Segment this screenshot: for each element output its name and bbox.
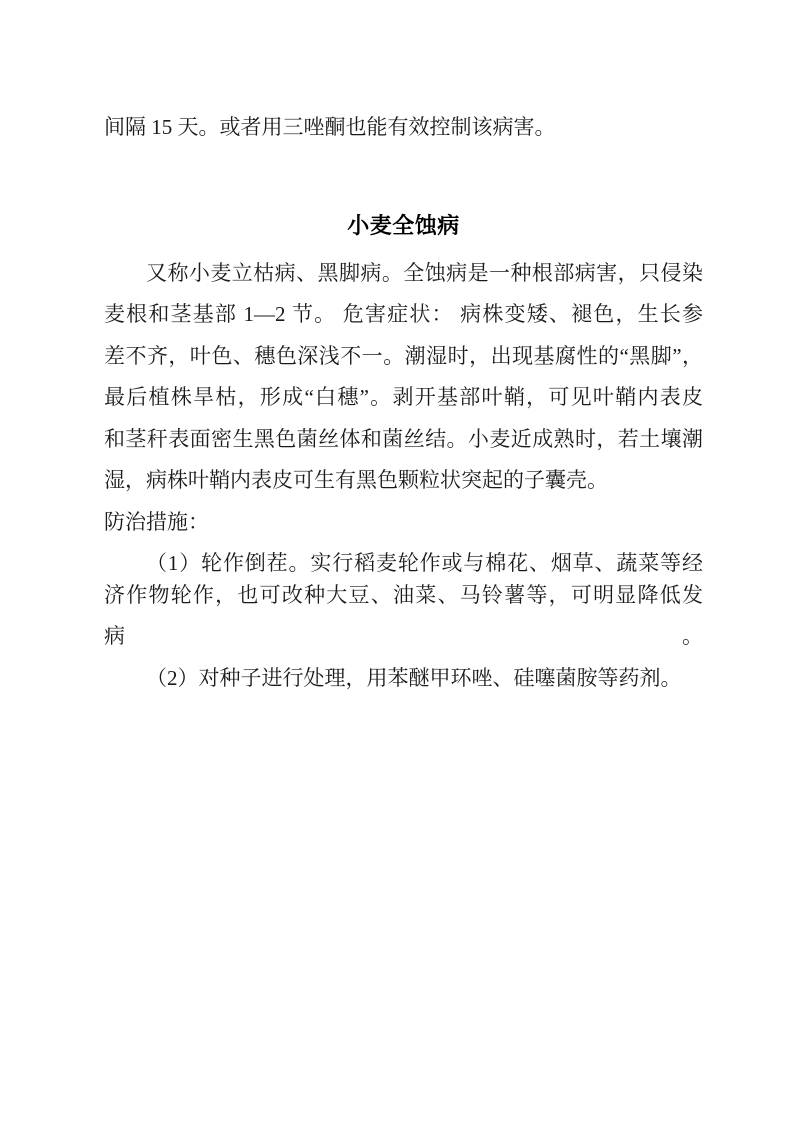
paragraph-line: 最后植株旱枯，形成“白穗”。剥开基部叶鞘，可见叶鞘内表皮	[104, 385, 703, 409]
continuation-paragraph-line: 间隔 15 天。或者用三唑酮也能有效控制该病害。	[104, 115, 556, 139]
measure-item-2	[104, 658, 703, 700]
section-title: 小麦全蚀病	[347, 212, 460, 238]
measure-item-line: 济作物轮作，也可改种大豆、油菜、马铃薯等，可明显降低发病。	[104, 582, 703, 648]
paragraph-line: 和茎秆表面密生黑色菌丝体和菌丝结。小麦近成熟时，若土壤潮	[104, 426, 703, 451]
control-measures-label: 防治措施：	[104, 509, 209, 534]
paragraph-line: 麦根和茎基部 1—2 节。 危害症状： 病株变矮、褪色，生长参	[104, 302, 703, 326]
measure-item-1	[104, 543, 703, 658]
paragraph-line: 又称小麦立枯病、黑脚病。全蚀病是一种根部病害，只侵染	[146, 260, 703, 285]
paragraph-line: 差不齐，叶色、穗色深浅不一。潮湿时，出现基腐性的“黑脚”，	[104, 343, 703, 368]
disease-description-paragraph	[104, 253, 703, 502]
measure-item-line: （2）对种子进行处理，用苯醚甲环唑、硅噻菌胺等药剂。	[146, 665, 682, 690]
paragraph-line: 湿，病株叶鞘内表皮可生有黑色颗粒状突起的子囊壳。	[104, 468, 608, 492]
measure-item-line: （1）轮作倒茬。实行稻麦轮作或与棉花、烟草、蔬菜等经	[146, 551, 703, 575]
